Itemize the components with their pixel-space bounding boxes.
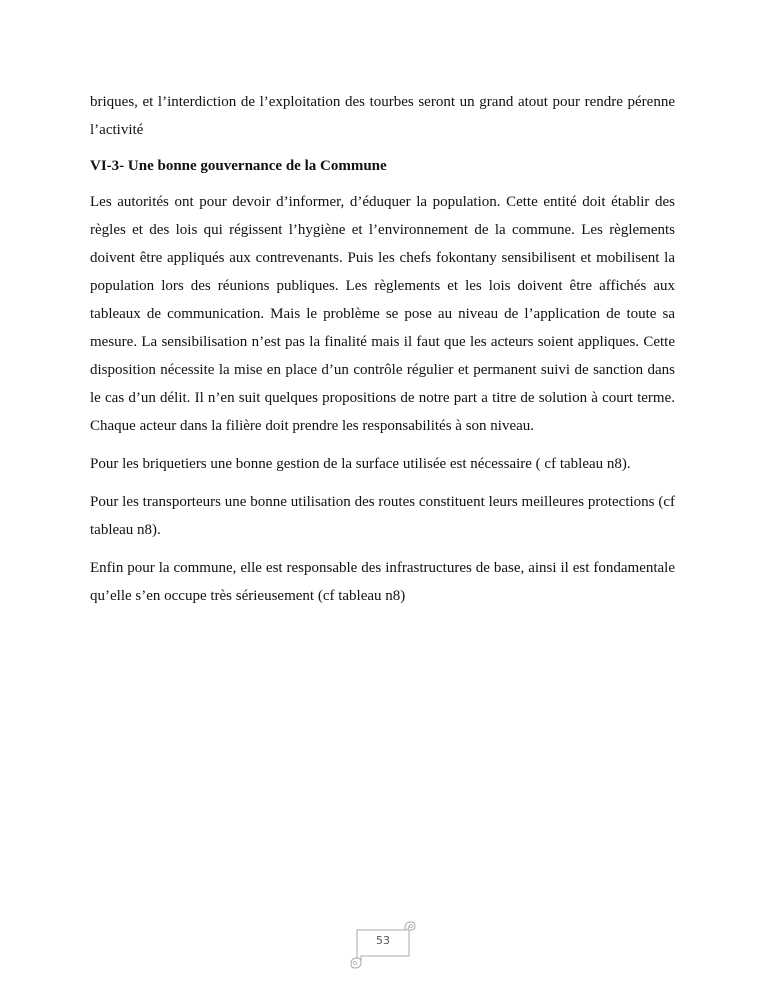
briquetiers-paragraph: Pour les briquetiers une bonne gestion de la surface utilisée est nécessaire ( cf tableau n8). bbox=[90, 456, 631, 472]
text-body bbox=[90, 88, 675, 620]
page-number-scroll bbox=[349, 918, 417, 970]
governance-paragraph: Les autorités ont pour devoir d’informer, d’éduquer la population. Cette entité doit établir des règles et des lois qui régissent l’hygiène et l’environnement de la commune. Les règlements doivent être appliqués aux contrevenants. Puis les chefs fokontany sensibilisent et mobilisent la population lors des réunions publiques. Les règlements et les lois doivent être affichés aux tableaux de communication. Mais le problème se pose au niveau de l’application de toute sa mesure. La sensibilisation n’est pas la finalité mais il faut que les acteurs soient appliques. Cette disposition nécessite la mise en place d’un contrôle régulier et permanent suivi de sanction dans le cas d’un délit. Il n’en suit quelques propositions de notre part a titre de solution à court terme. Chaque acteur dans la filière doit prendre les responsabilités à son niveau. bbox=[90, 194, 675, 434]
commune-paragraph: Enfin pour la commune, elle est responsable des infrastructures de base, ainsi il est fondamentale qu’elle s’en occupe très sérieusement (cf tableau n8) bbox=[90, 560, 675, 604]
transporteurs-paragraph: Pour les transporteurs une bonne utilisation des routes constituent leurs meilleures protections (cf tableau n8). bbox=[90, 494, 675, 538]
page-number: 53 bbox=[376, 934, 390, 947]
intro-continuation-paragraph: briques, et l’interdiction de l’exploitation des tourbes seront un grand atout pour rendre pérenne l’activité bbox=[90, 94, 675, 138]
section-heading: VI-3- Une bonne gouvernance de la Commune bbox=[90, 158, 387, 174]
